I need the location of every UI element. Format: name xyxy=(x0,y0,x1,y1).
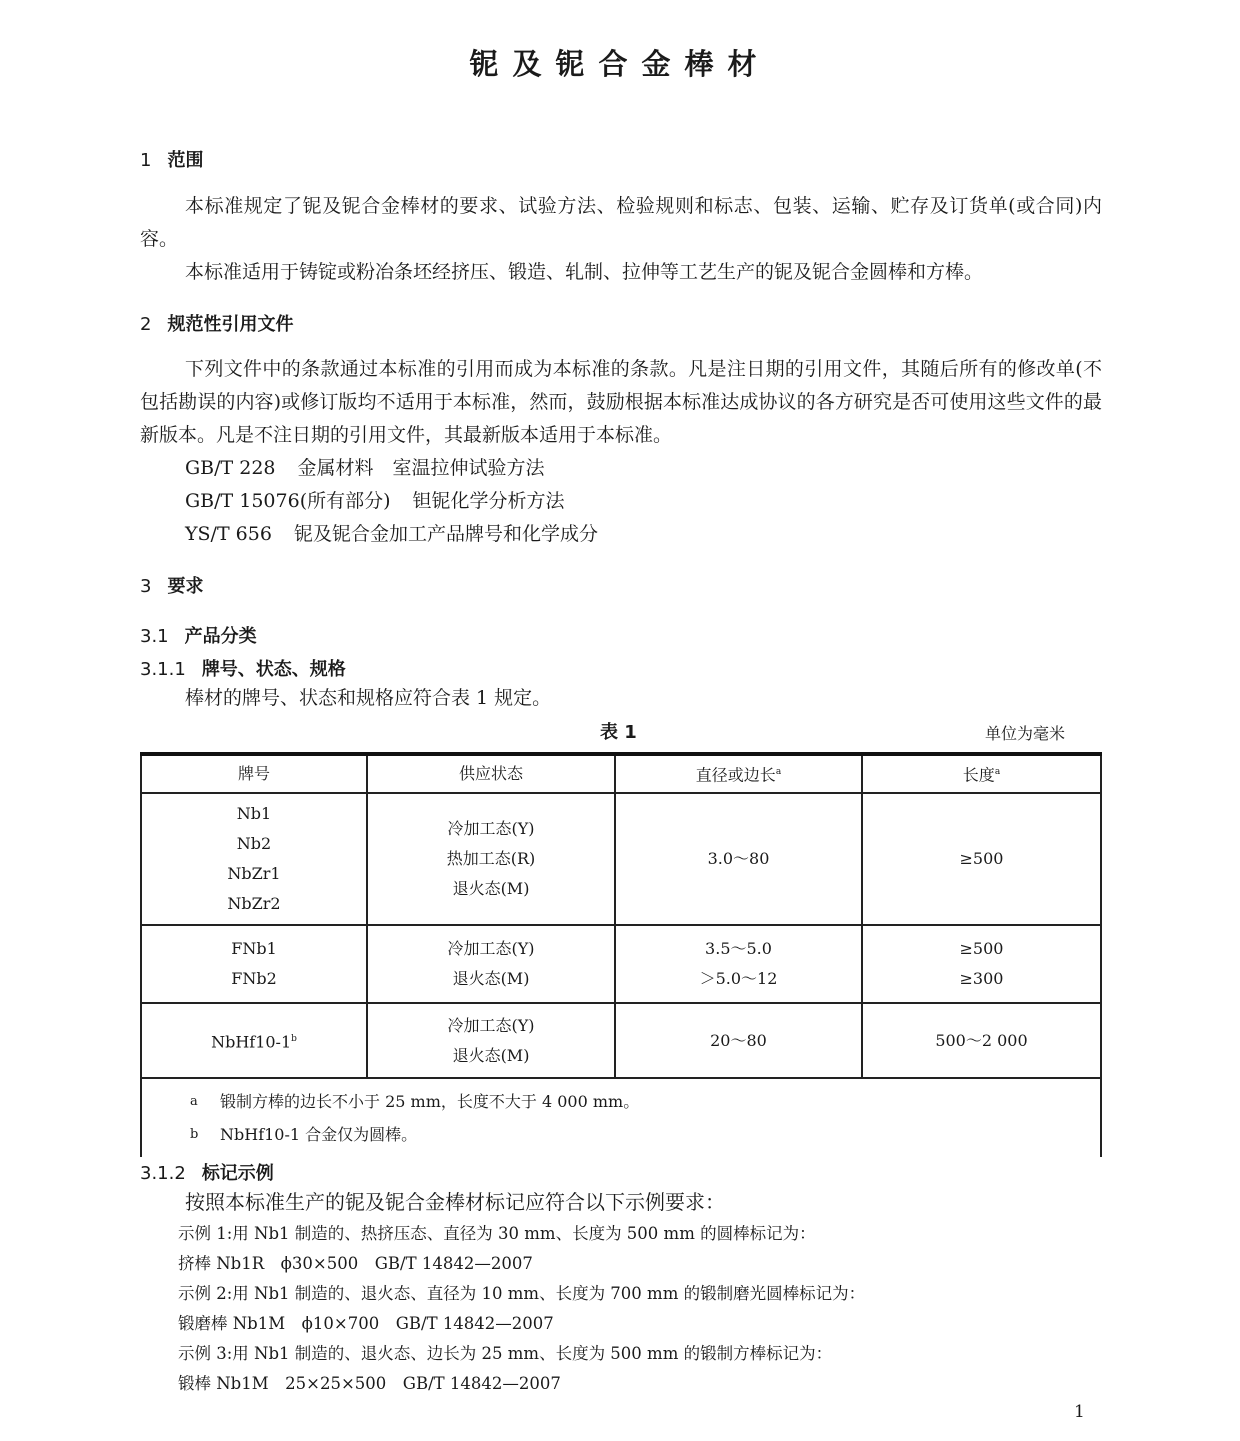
table-caption: 表 1 xyxy=(600,722,637,743)
table-footnotes xyxy=(141,1078,1101,1157)
section-3-1-1-paragraph: 棒材的牌号、状态和规格应符合表 1 规定。 xyxy=(185,687,552,709)
section-3-1-1-heading: 3.1.1 牌号、状态、规格 xyxy=(140,659,346,680)
table-row xyxy=(141,1003,1101,1078)
footnote: a 锻制方棒的边长不小于 25 mm，长度不大于 4 000 mm。 xyxy=(190,1092,640,1111)
grade-cell: Nb1 Nb2 NbZr1 NbZr2 xyxy=(141,793,367,925)
state-cell: 冷加工态(Y) 热加工态(R) 退火态(M) xyxy=(367,793,615,925)
page-number: 1 xyxy=(1074,1402,1085,1422)
state-cell: 冷加工态(Y) 退火态(M) xyxy=(367,925,615,1003)
example-line: 示例 3:用 Nb1 制造的、退火态、边长为 25 mm、长度为 500 mm 的锻制方棒标记为： xyxy=(178,1344,833,1363)
reference-item: GB/T 228 金属材料 室温拉伸试验方法 xyxy=(185,457,545,479)
section-1-heading: 1 范围 xyxy=(140,150,204,171)
example-line: 示例 1:用 Nb1 制造的、热挤压态、直径为 30 mm、长度为 500 mm 的圆棒标记为： xyxy=(178,1224,816,1243)
document-title: 铌及铌合金棒材 xyxy=(469,47,771,81)
section-1-paragraph-1: 本标准规定了铌及铌合金棒材的要求、试验方法、检验规则和标志、包装、运输、贮存及订货单(或合同)内容。 xyxy=(140,195,1102,250)
table-unit: 单位为毫米 xyxy=(985,724,1066,743)
footnote: b NbHf10-1 合金仅为圆棒。 xyxy=(190,1125,418,1144)
column-header: 长度$^a$ xyxy=(862,754,1101,793)
size-cell: 3.5～5.0 ＞5.0～12 xyxy=(615,925,862,1003)
size-cell: 20～80 xyxy=(615,1003,862,1078)
length-cell: ≥500 xyxy=(862,793,1101,925)
example-list xyxy=(178,1219,865,1399)
example-line: 示例 2:用 Nb1 制造的、退火态、直径为 10 mm、长度为 700 mm 的锻制磨光圆棒标记为： xyxy=(178,1284,866,1303)
reference-item: YS/T 656 铌及铌合金加工产品牌号和化学成分 xyxy=(185,523,598,545)
example-line: 锻磨棒 Nb1M ϕ10×700 GB/T 14842—2007 xyxy=(178,1314,554,1333)
grade-cell: NbHf10-1$^b$ xyxy=(141,1003,367,1078)
grade-cell: FNb1 FNb2 xyxy=(141,925,367,1003)
section-2-heading: 2 规范性引用文件 xyxy=(140,314,294,335)
table-1 xyxy=(140,752,1102,1157)
column-header: 牌号 xyxy=(141,754,367,793)
section-1-paragraph-2: 本标准适用于铸锭或粉冶条坯经挤压、锻造、轧制、拉伸等工艺生产的铌及铌合金圆棒和方棒。 xyxy=(185,261,984,283)
table-header-row xyxy=(141,754,1101,793)
example-line: 锻棒 Nb1M 25×25×500 GB/T 14842—2007 xyxy=(178,1374,561,1393)
example-line: 挤棒 Nb1R ϕ30×500 GB/T 14842—2007 xyxy=(178,1254,533,1273)
reference-item: GB/T 15076(所有部分) 钽铌化学分析方法 xyxy=(185,490,565,512)
length-cell: ≥500 ≥300 xyxy=(862,925,1101,1003)
state-cell: 冷加工态(Y) 退火态(M) xyxy=(367,1003,615,1078)
section-3-1-heading: 3.1 产品分类 xyxy=(140,626,257,647)
column-header: 供应状态 xyxy=(367,754,615,793)
section-3-1-2-paragraph: 按照本标准生产的铌及铌合金棒材标记应符合以下示例要求： xyxy=(185,1190,725,1214)
length-cell: 500～2 000 xyxy=(862,1003,1101,1078)
table-row xyxy=(141,925,1101,1003)
section-3-1-2-heading: 3.1.2 标记示例 xyxy=(140,1163,274,1184)
size-cell: 3.0～80 xyxy=(615,793,862,925)
section-3-heading: 3 要求 xyxy=(140,576,204,597)
column-header: 直径或边长$^a$ xyxy=(615,754,862,793)
section-2-paragraph: 下列文件中的条款通过本标准的引用而成为本标准的条款。凡是注日期的引用文件，其随后所有的修改单(不包括勘误的内容)或修订版均不适用于本标准，然而，鼓励根据本标准达成协议的各方研究是否可使用这些文件的最新版本。凡是不注日期的引用文件，其最新版本适用于本标准。 xyxy=(140,358,1102,446)
table-row xyxy=(141,793,1101,925)
